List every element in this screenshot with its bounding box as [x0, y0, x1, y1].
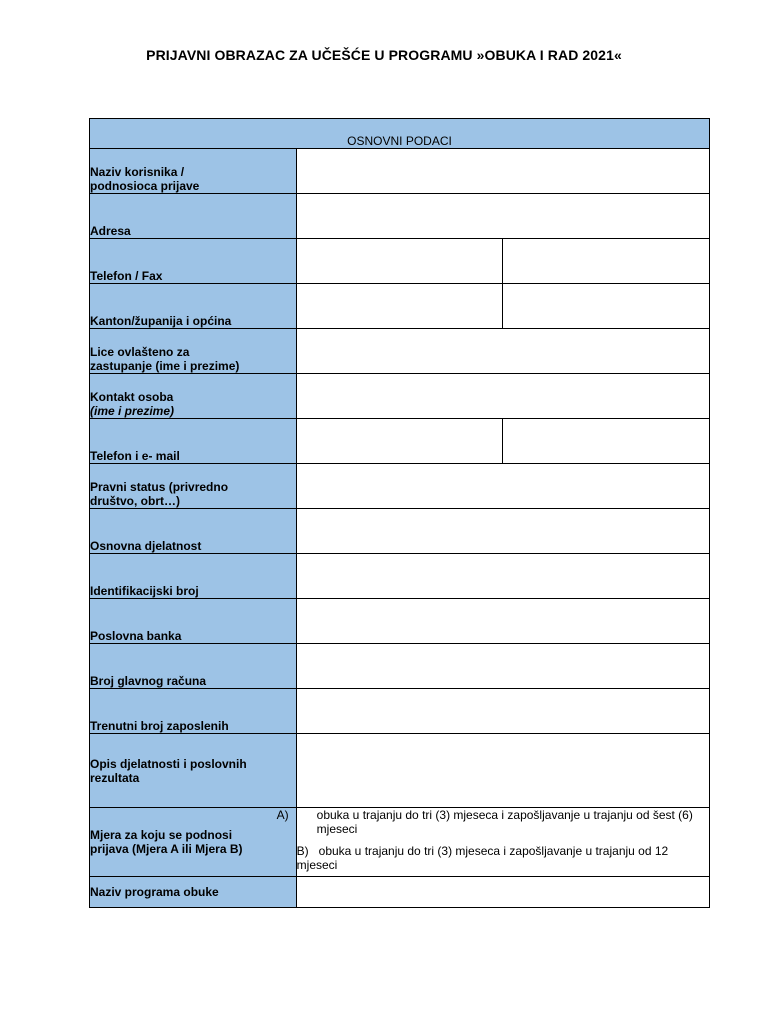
label-line: Pravni status (privredno [90, 480, 229, 494]
field-label [90, 419, 297, 464]
municipality-field[interactable] [503, 284, 710, 329]
field-label [90, 464, 297, 509]
form-row-employees [90, 689, 710, 734]
label-line: Telefon / Fax [90, 269, 163, 283]
form-row-phone-email [90, 419, 710, 464]
label-line: Naziv korisnika / [90, 165, 185, 179]
label-line: Kontakt osoba [90, 390, 174, 404]
field-label [90, 284, 297, 329]
application-form-table [89, 118, 710, 908]
document-title: PRIJAVNI OBRAZAC ZA UČEŠĆE U PROGRAMU »OBUKA I RAD 2021« [146, 47, 622, 63]
activity-description-field[interactable] [296, 734, 709, 808]
option-marker: B) [296, 844, 309, 858]
label-line: Adresa [90, 224, 131, 238]
form-row-training-program [90, 877, 710, 908]
contact-person-field[interactable] [296, 374, 709, 419]
measure-option-a[interactable] [276, 808, 709, 836]
field-label [90, 509, 297, 554]
form-row-account-number [90, 644, 710, 689]
field-label [90, 808, 297, 877]
canton-field[interactable] [296, 284, 503, 329]
option-marker: A) [276, 808, 289, 822]
form-row-address [90, 194, 710, 239]
form-row-authorized-person [90, 329, 710, 374]
field-label [90, 734, 297, 808]
field-label [90, 877, 297, 908]
field-label [90, 599, 297, 644]
label-line: Telefon i e- mail [90, 449, 180, 463]
label-line: Trenutni broj zaposlenih [90, 719, 229, 733]
field-label [90, 554, 297, 599]
form-row-contact-person [90, 374, 710, 419]
form-row-phone-fax [90, 239, 710, 284]
label-line: Kanton/županija i općina [90, 314, 232, 328]
label-line: Identifikacijski broj [90, 584, 199, 598]
form-row-id-number [90, 554, 710, 599]
label-line: podnosioca prijave [90, 179, 200, 193]
authorized-person-field[interactable] [296, 329, 709, 374]
label-line: (ime i prezime) [90, 404, 175, 418]
form-row-measure [90, 808, 710, 877]
option-text: obuka u trajanju do tri (3) mjeseca i zapošljavanje u trajanju od 12 mjeseci [296, 844, 669, 872]
label-line: Opis djelatnosti i poslovnih [90, 756, 247, 771]
label-line: Osnovna djelatnost [90, 539, 202, 553]
contact-phone-field[interactable] [296, 419, 503, 464]
contact-email-field[interactable] [503, 419, 710, 464]
label-line: Poslovna banka [90, 629, 182, 643]
account-number-field[interactable] [296, 644, 709, 689]
form-row-bank [90, 599, 710, 644]
training-program-field[interactable] [296, 877, 709, 908]
field-label [90, 239, 297, 284]
field-label [90, 149, 297, 194]
section-header: OSNOVNI PODACI [90, 119, 710, 149]
form-row-legal-status [90, 464, 710, 509]
label-line: Broj glavnog računa [90, 674, 207, 688]
field-label [90, 329, 297, 374]
label-line: Naziv programa obuke [90, 885, 219, 899]
field-label [90, 374, 297, 419]
measure-options[interactable] [276, 808, 709, 877]
form-row-activity-description [90, 734, 710, 808]
field-label [90, 644, 297, 689]
main-activity-field[interactable] [296, 509, 709, 554]
label-line: društvo, obrt…) [90, 494, 180, 508]
bank-field[interactable] [296, 599, 709, 644]
employees-field[interactable] [296, 689, 709, 734]
field-label [90, 194, 297, 239]
form-row-main-activity [90, 509, 710, 554]
applicant-name-field[interactable] [296, 149, 709, 194]
label-line: zastupanje (ime i prezime) [90, 359, 240, 373]
measure-option-b[interactable] [297, 844, 709, 872]
label-line: prijava (Mjera A ili Mjera B) [90, 842, 243, 856]
field-label [90, 689, 297, 734]
legal-status-field[interactable] [296, 464, 709, 509]
phone-field[interactable] [296, 239, 503, 284]
fax-field[interactable] [503, 239, 710, 284]
form-row-applicant-name [90, 149, 710, 194]
form-row-canton-municipality [90, 284, 710, 329]
address-field[interactable] [296, 194, 709, 239]
label-line: Mjera za koju se podnosi [90, 828, 233, 842]
option-text: obuka u trajanju do tri (3) mjeseca i zapošljavanje u trajanju od šest (6) mjeseci [316, 808, 693, 836]
label-line: Lice ovlašteno za [90, 345, 190, 359]
id-number-field[interactable] [296, 554, 709, 599]
label-line: rezultata [90, 770, 140, 785]
